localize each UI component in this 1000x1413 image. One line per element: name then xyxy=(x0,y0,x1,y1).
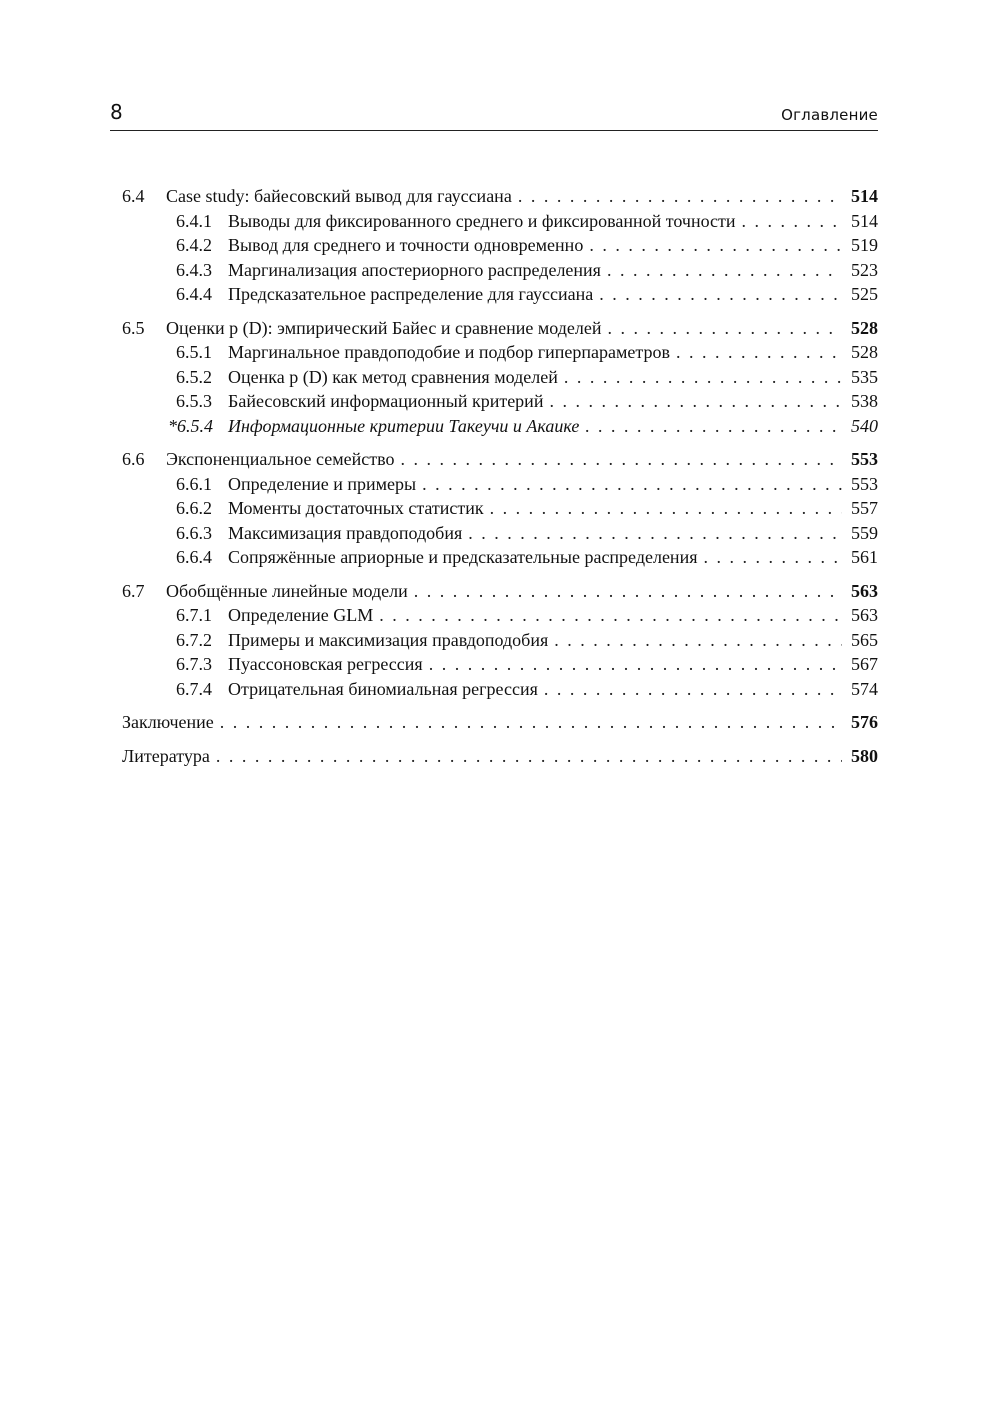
toc-entry-title: Определение GLM xyxy=(228,605,374,625)
toc-entry-page: 574 xyxy=(851,678,878,699)
dot-leader xyxy=(548,628,842,653)
toc-entry-number: 6.6.2 xyxy=(176,498,212,518)
toc-subentry[interactable] xyxy=(122,652,878,677)
toc-entry-title: Литература xyxy=(122,745,210,766)
toc-entry-number: 6.6 xyxy=(122,449,145,469)
toc-entry-title: Оценка p (D) как метод сравнения моделей xyxy=(228,366,558,387)
toc-entry-number: 6.5.2 xyxy=(176,366,212,387)
dot-leader xyxy=(210,744,842,769)
toc-subentry[interactable] xyxy=(122,472,878,497)
toc-entry-title: Оценки p (D): эмпирический Байес и сравнение моделей xyxy=(166,317,602,338)
toc-entry[interactable] xyxy=(122,316,878,341)
toc-entry-number: 6.4.1 xyxy=(176,210,212,231)
toc-subentry[interactable] xyxy=(122,521,878,546)
toc-section-conclusion xyxy=(122,710,878,735)
toc-subentry[interactable] xyxy=(122,258,878,283)
dot-leader xyxy=(736,209,842,234)
toc-entry-number: 6.4.3 xyxy=(176,259,212,280)
dot-leader xyxy=(558,365,842,390)
toc-entry-page: 567 xyxy=(851,654,878,674)
toc-subentry[interactable] xyxy=(122,603,878,628)
toc-entry-number: 6.7.1 xyxy=(176,605,212,625)
toc-entry-page: 540 xyxy=(851,415,878,436)
toc-entry-page: 514 xyxy=(851,186,878,206)
dot-leader xyxy=(538,677,842,702)
toc-subentry[interactable] xyxy=(122,414,878,439)
toc-entry-number: 6.6.4 xyxy=(176,547,212,567)
toc-entry-page: 538 xyxy=(851,391,878,411)
toc-entry-number: 6.5 xyxy=(122,317,145,338)
toc-entry-title: Байесовский информационный критерий xyxy=(228,391,544,411)
dot-leader xyxy=(408,579,842,604)
dot-leader xyxy=(423,652,842,677)
toc-subentry[interactable] xyxy=(122,389,878,414)
dot-leader xyxy=(484,496,842,521)
toc-entry-title: Моменты достаточных статистик xyxy=(228,498,484,518)
toc-entry-number: *6.5.4 xyxy=(168,415,213,436)
toc-entry-title: Предсказательное распределение для гауссиана xyxy=(228,284,594,304)
toc-entry-title: Информационные критерии Такеучи и Акаике xyxy=(228,415,580,436)
toc-subentry[interactable] xyxy=(122,677,878,702)
dot-leader xyxy=(394,447,842,472)
toc-entry-page: 523 xyxy=(851,259,878,280)
toc-entry-page: 561 xyxy=(851,547,878,567)
toc-section-6-4 xyxy=(122,184,878,307)
toc-entry-title: Маргинальное правдоподобие и подбор гиперпараметров xyxy=(228,342,670,362)
toc-entry-page: 528 xyxy=(851,342,878,362)
toc-entry-page: 528 xyxy=(851,317,878,338)
toc-subentry[interactable] xyxy=(122,496,878,521)
toc-entry-page: 563 xyxy=(851,580,878,601)
dot-leader xyxy=(512,184,842,209)
toc-entry-title: Сопряжённые априорные и предсказательные распределения xyxy=(228,547,698,567)
toc-entry-page: 557 xyxy=(851,498,878,518)
toc-section-references xyxy=(122,744,878,769)
toc-entry-number: 6.6.1 xyxy=(176,473,212,494)
dot-leader xyxy=(543,389,842,414)
toc-entry-title: Обобщённые линейные модели xyxy=(166,580,408,601)
dot-leader xyxy=(593,282,842,307)
toc-entry-title: Заключение xyxy=(122,712,214,732)
toc-entry-page: 565 xyxy=(851,629,878,650)
toc-entry-title: Case study: байесовский вывод для гауссиана xyxy=(166,186,512,206)
toc-entry-number: 6.5.3 xyxy=(176,391,212,411)
toc-entry-number: 6.7 xyxy=(122,580,145,601)
toc-entry-title: Определение и примеры xyxy=(228,473,417,494)
toc-entry-page: 514 xyxy=(851,210,878,231)
toc-entry[interactable] xyxy=(122,447,878,472)
toc-entry[interactable] xyxy=(122,579,878,604)
dot-leader xyxy=(601,258,842,283)
toc-subentry[interactable] xyxy=(122,233,878,258)
dot-leader xyxy=(670,340,842,365)
toc-entry[interactable] xyxy=(122,184,878,209)
toc-entry-title: Выводы для фиксированного среднего и фиксированной точности xyxy=(228,210,736,231)
toc-subentry[interactable] xyxy=(122,209,878,234)
toc-subentry[interactable] xyxy=(122,365,878,390)
toc-entry-page: 553 xyxy=(851,449,878,469)
toc-entry-number: 6.7.3 xyxy=(176,654,212,674)
running-title: Оглавление xyxy=(781,106,878,124)
dot-leader xyxy=(416,472,842,497)
toc-entry-title: Отрицательная биномиальная регрессия xyxy=(228,678,538,699)
toc-subentry[interactable] xyxy=(122,282,878,307)
toc-subentry[interactable] xyxy=(122,628,878,653)
toc-entry-number: 6.6.3 xyxy=(176,522,212,543)
toc-entry-number: 6.4 xyxy=(122,186,145,206)
dot-leader xyxy=(579,414,842,439)
toc-entry-number: 6.7.2 xyxy=(176,629,212,650)
toc-entry-number: 6.4.2 xyxy=(176,235,212,255)
toc-section-6-6 xyxy=(122,447,878,570)
dot-leader xyxy=(583,233,842,258)
toc-entry-page: 553 xyxy=(851,473,878,494)
dot-leader xyxy=(601,316,842,341)
toc-entry[interactable] xyxy=(122,710,878,735)
toc-entry-title: Вывод для среднего и точности одновременно xyxy=(228,235,584,255)
toc-entry-title: Маргинализация апостериорного распределения xyxy=(228,259,601,280)
dot-leader xyxy=(214,710,842,735)
toc-entry-page: 563 xyxy=(851,605,878,625)
dot-leader xyxy=(697,545,842,570)
dot-leader xyxy=(462,521,842,546)
toc-entry-title: Экспоненциальное семейство xyxy=(166,449,395,469)
toc-entry-page: 576 xyxy=(851,712,878,732)
toc-entry-page: 559 xyxy=(851,522,878,543)
toc-entry[interactable] xyxy=(122,744,878,769)
toc-entry-page: 525 xyxy=(851,284,878,304)
toc-entry-title: Пуассоновская регрессия xyxy=(228,654,423,674)
toc-entry-title: Примеры и максимизация правдоподобия xyxy=(228,629,549,650)
toc-entry-number: 6.7.4 xyxy=(176,678,212,699)
toc-entry-page: 519 xyxy=(851,235,878,255)
table-of-contents xyxy=(122,184,878,777)
toc-entry-number: 6.5.1 xyxy=(176,342,212,362)
dot-leader xyxy=(373,603,842,628)
toc-subentry[interactable] xyxy=(122,340,878,365)
toc-entry-number: 6.4.4 xyxy=(176,284,212,304)
toc-entry-page: 580 xyxy=(851,745,878,766)
toc-section-6-5 xyxy=(122,316,878,439)
toc-section-6-7 xyxy=(122,579,878,702)
toc-subentry[interactable] xyxy=(122,545,878,570)
toc-entry-title: Максимизация правдоподобия xyxy=(228,522,463,543)
page-header xyxy=(110,98,878,131)
toc-entry-page: 535 xyxy=(851,366,878,387)
page-number: 8 xyxy=(110,100,123,124)
